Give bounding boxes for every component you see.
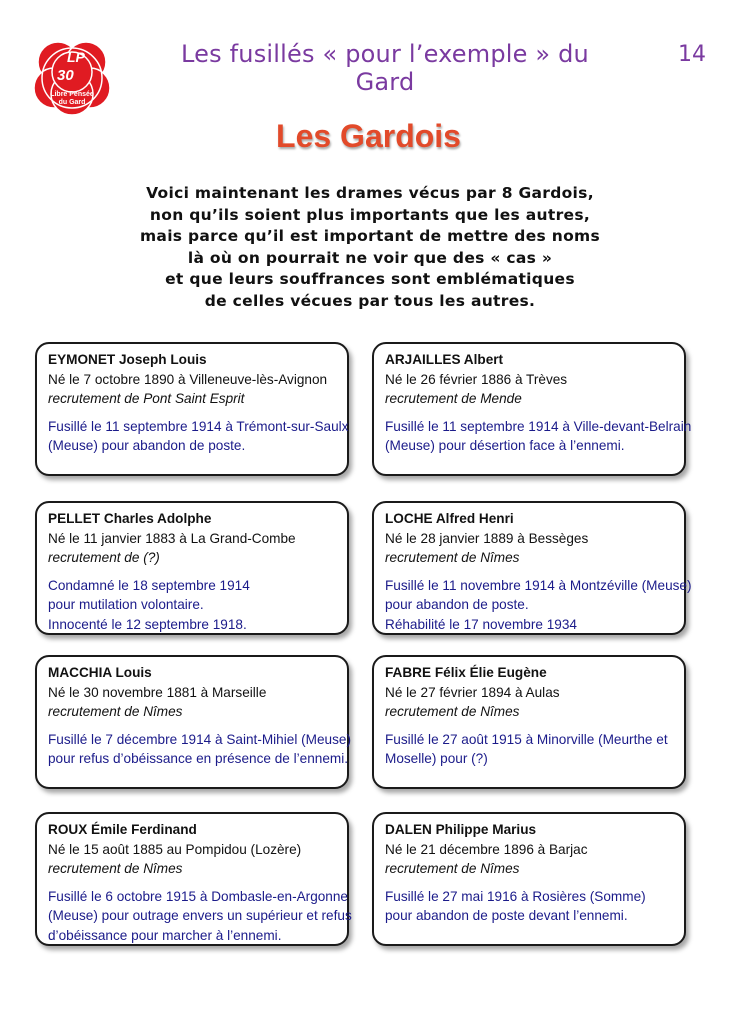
person-card-pellet: [35, 501, 349, 635]
person-fate: [385, 730, 674, 769]
person-birth: Né le 27 février 1894 à Aulas: [385, 684, 560, 700]
logo-line1-text: Libre Pensée: [50, 91, 94, 98]
person-name: DALEN Philippe Marius: [385, 822, 537, 837]
fate-line: Moselle) pour (?): [385, 751, 488, 766]
fate-line: (Meuse) pour abandon de poste.: [48, 438, 246, 453]
logo-number-text: 30: [57, 67, 74, 84]
libre-pensee-logo: [34, 38, 110, 118]
person-recruitment: recrutement de Pont Saint Esprit: [48, 391, 245, 406]
intro-line: Voici maintenant les drames vécus par 8 Gardois,: [146, 184, 594, 202]
person-card-dalen: [372, 812, 686, 946]
intro-line: là où on pourrait ne voir que des « cas »: [187, 248, 553, 267]
person-birth: Né le 21 décembre 1896 à Barjac: [385, 841, 588, 857]
intro-line: mais parce qu’il est important de mettre des noms: [139, 227, 600, 245]
person-card-eymonet: [35, 342, 349, 476]
person-card-loche: [372, 501, 692, 635]
person-recruitment: recrutement de (?): [48, 550, 160, 565]
person-birth: Né le 26 février 1886 à Trèves: [385, 371, 568, 387]
fate-line: Fusillé le 6 octobre 1915 à Dombasle-en-Argonne: [48, 888, 348, 904]
fate-line: Fusillé le 11 septembre 1914 à Trémont-sur-Saulx: [48, 418, 349, 434]
fate-line: pour mutilation volontaire.: [48, 597, 204, 612]
person-name: LOCHE Alfred Henri: [385, 511, 514, 526]
person-fate: [48, 730, 351, 769]
person-fate: [48, 417, 349, 456]
person-birth: Né le 28 janvier 1889 à Bessèges: [385, 530, 589, 546]
person-card-macchia: [35, 655, 349, 789]
person-fate: [385, 887, 674, 926]
person-birth: Né le 30 novembre 1881 à Marseille: [48, 684, 267, 700]
person-name: MACCHIA Louis: [48, 665, 152, 680]
intro-line: et que leurs souffrances sont emblématiques: [165, 270, 575, 288]
person-recruitment: recrutement de Nîmes: [385, 704, 520, 719]
person-recruitment: recrutement de Nîmes: [48, 704, 183, 719]
fate-line: Réhabilité le 17 novembre 1934: [385, 616, 577, 632]
fate-line: pour abandon de poste.: [385, 597, 529, 612]
person-recruitment: recrutement de Nîmes: [48, 861, 183, 876]
person-card-fabre: [372, 655, 686, 789]
person-name: PELLET Charles Adolphe: [48, 511, 212, 526]
person-birth: Né le 11 janvier 1883 à La Grand-Combe: [48, 530, 296, 546]
intro-line: de celles vécues par tous les autres.: [204, 291, 536, 310]
fate-line: Fusillé le 11 septembre 1914 à Ville-devant-Belrain: [385, 418, 692, 434]
person-card-roux: [35, 812, 352, 946]
fate-line: Fusillé le 7 décembre 1914 à Saint-Mihiel (Meuse): [48, 731, 351, 747]
page-title: Les Gardois: [276, 118, 461, 154]
person-fate: [385, 417, 692, 456]
person-birth: Né le 15 août 1885 au Pompidou (Lozère): [48, 841, 302, 857]
person-name: ARJAILLES Albert: [385, 352, 504, 367]
fate-line: Condamné le 18 septembre 1914: [48, 577, 250, 593]
logo-lp-text: LP: [67, 49, 85, 65]
fate-line: (Meuse) pour désertion face à l’ennemi.: [385, 438, 625, 453]
fate-line: (Meuse) pour outrage envers un supérieur et refus: [48, 908, 352, 923]
person-name: EYMONET Joseph Louis: [48, 352, 207, 367]
fate-line: Innocenté le 12 septembre 1918.: [48, 616, 247, 632]
person-recruitment: recrutement de Nîmes: [385, 861, 520, 876]
person-name: FABRE Félix Élie Eugène: [385, 665, 547, 680]
fate-line: pour refus d’obéissance en présence de l’ennemi.: [48, 751, 349, 766]
person-recruitment: recrutement de Mende: [385, 391, 522, 406]
fate-line: Fusillé le 11 novembre 1914 à Montzéville (Meuse): [385, 577, 692, 593]
person-fate: [385, 576, 692, 635]
logo-line2-text: du Gard: [58, 99, 86, 106]
person-fate: [48, 887, 352, 946]
person-recruitment: recrutement de Nîmes: [385, 550, 520, 565]
fate-line: pour abandon de poste devant l’ennemi.: [385, 908, 628, 923]
person-birth: Né le 7 octobre 1890 à Villeneuve-lès-Avignon: [48, 371, 328, 387]
fate-line: d’obéissance pour marcher à l’ennemi.: [48, 927, 282, 943]
intro-paragraph: [90, 183, 650, 312]
intro-line: non qu’ils soient plus importants que les autres,: [149, 205, 591, 224]
fate-line: Fusillé le 27 août 1915 à Minorville (Meurthe et: [385, 731, 668, 747]
person-name: ROUX Émile Ferdinand: [48, 822, 197, 837]
fate-line: Fusillé le 27 mai 1916 à Rosières (Somme): [385, 888, 646, 904]
person-fate: [48, 576, 337, 635]
header-title: Les fusillés « pour l’exemple » du Gard: [181, 40, 589, 96]
person-card-arjailles: [372, 342, 692, 476]
page-number: 14: [678, 42, 706, 67]
